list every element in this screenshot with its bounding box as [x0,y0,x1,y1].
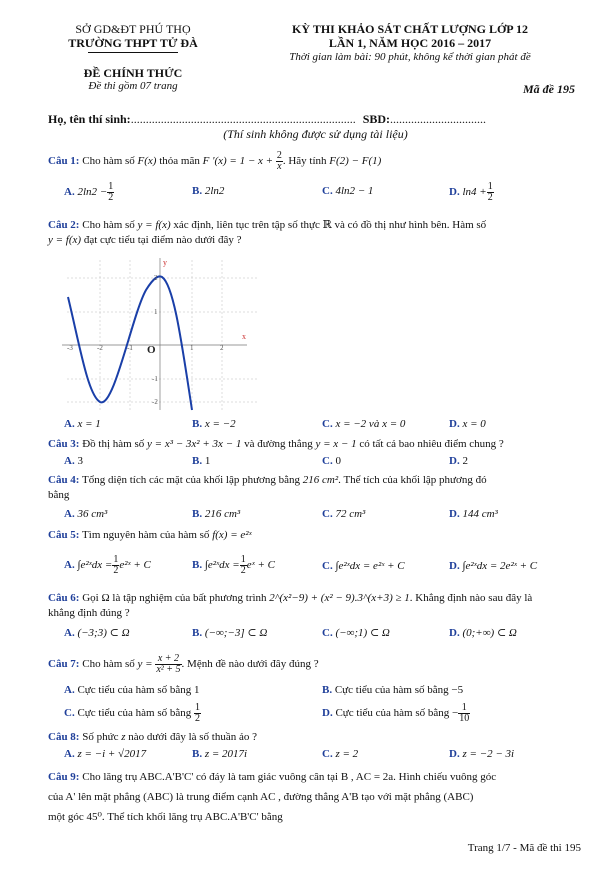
q5-f: f(x) = e²ˣ [212,529,252,541]
q4-option-b[interactable]: B. 216 cm³ [192,508,241,520]
q6-text-a: Gọi Ω là tập nghiệm của bất phương trình [82,592,267,604]
q7-option-a[interactable]: A. Cực tiểu của hàm số bằng 1 [64,684,200,696]
q8-option-c[interactable]: C. z = 2 [322,748,359,760]
exam-round: LẦN 1, NĂM HỌC 2016 – 2017 [328,36,492,50]
sbd-field[interactable]: ................................ [390,112,487,126]
q7-option-d[interactable]: D. Cực tiểu của hàm số bằng − $\frac{1}{10}$ [322,702,470,724]
q6-option-a[interactable]: A. (−3;3) ⊂ Ω [64,627,130,639]
q3-text-b: và đường thẳng [244,438,313,450]
q5-option-a[interactable]: A. ∫e²ˣdx = $\frac{1}{2}$ e²ˣ + C [64,554,151,576]
q8-text-a: Số phức [82,731,119,743]
header-divider [88,52,178,53]
y-tick-1: 2 [154,274,158,282]
q6-option-d[interactable]: D. (0;+∞) ⊂ Ω [449,627,517,639]
q9-line-1: Cho lăng trụ ABC.A'B'C' có đáy là tam giác vuông cân tại B , AC = 2a. Hình chiếu vuông góc [82,771,497,783]
question-1 [48,151,583,172]
q3-text-a: Đồ thị hàm số [82,438,145,450]
q8-label: Câu 8: [48,731,80,743]
q1-ask: F(2) − F(1) [329,155,382,168]
q3-option-c[interactable]: C. 0 [322,455,341,467]
q2-text-c: đạt cực tiểu tại điểm nào dưới đây ? [83,234,242,246]
q2-text-b: xác định, liên tục trên tập số thực ℝ và có đồ thị như hình bên. Hàm số [173,219,487,231]
q6-option-c[interactable]: C. (−∞;1) ⊂ Ω [322,627,390,639]
q3-label: Câu 3: [48,438,80,450]
q7-y: y = [137,658,153,671]
time-note: Thời gian làm bài: 90 phút, không kể thời gian phát đề [289,51,531,63]
q8-text-b: nào dưới đây là số thuần ảo ? [128,731,258,743]
q2-option-d[interactable]: D. x = 0 [449,418,486,430]
q1-option-d[interactable]: D. ln4 + $\frac{1}{2}$ [449,181,493,203]
x-axis-label: x [242,332,246,341]
q1-text-c: . Hãy tính [282,155,327,168]
q1-text-a: Cho hàm số [82,155,135,168]
q3-g: y = x − 1 [315,438,357,450]
q3-option-b[interactable]: B. 1 [192,455,211,467]
q2-option-c[interactable]: C. x = −2 và x = 0 [322,418,406,430]
q5-option-b[interactable]: B. ∫e²ˣdx = $\frac{1}{2}$ eˣ + C [192,554,275,576]
x-tick-5: 2 [220,344,224,352]
y-tick-3: -1 [152,375,158,383]
q9-label: Câu 9: [48,771,80,783]
q7-label: Câu 7: [48,658,80,671]
q3-option-d[interactable]: D. 2 [449,455,468,467]
q6-text-b: . Khẳng định nào sau đây là [409,592,533,604]
x-tick-4: 1 [190,344,194,352]
q1-text-b: thỏa mãn [159,155,200,168]
q3-f: y = x³ − 3x² + 3x − 1 [147,438,242,450]
q6-ineq: 2^(x²−9) + (x² − 9).3^(x+3) ≥ 1 [269,592,410,604]
official-label: ĐỀ CHÍNH THỨC [83,66,183,80]
page-footer: Trang 1/7 - Mã đề thi 195 [467,842,581,854]
y-tick-4: -2 [152,398,158,406]
q5-label: Câu 5: [48,529,80,541]
q1-frac: $\frac{2}{x}$ [276,150,282,172]
q2-fx2: y = f(x) [48,234,82,246]
q6-option-b[interactable]: B. (−∞;−3] ⊂ Ω [192,627,268,639]
q3-text-c: có tất cả bao nhiêu điểm chung ? [359,438,504,450]
q7-option-b[interactable]: B. Cực tiểu của hàm số bằng −5 [322,684,464,696]
q7-frac: $\frac{x + 2}{\text{x² + 5}}$ [156,653,181,675]
question-7 [48,654,583,675]
q8-option-b[interactable]: B. z = 2017i [192,748,248,760]
q2-label: Câu 2: [48,219,80,231]
graph-grid [67,260,257,410]
q4-option-c[interactable]: C. 72 cm³ [322,508,366,520]
q2-option-a[interactable]: A. x = 1 [64,418,101,430]
exam-title: KỲ THI KHẢO SÁT CHẤT LƯỢNG LỚP 12 [292,22,528,36]
q5-text-a: Tìm nguyên hàm của hàm số [82,529,210,541]
x-tick-3: -1 [127,344,133,352]
q4-value: 216 cm² [302,474,339,486]
q3-option-a[interactable]: A. 3 [64,455,83,467]
candidate-note: (Thí sinh không được sử dụng tài liệu) [223,127,408,141]
q4-text-c: bằng [48,489,70,501]
q4-option-d[interactable]: D. 144 cm³ [449,508,498,520]
name-field[interactable]: ........................................................................... [130,112,356,126]
q5-option-c[interactable]: C. ∫e²ˣdx = e²ˣ + C [322,560,405,572]
q1-option-a[interactable]: A. 2ln2 − $\frac{1}{2}$ [64,181,114,203]
q8-z: z [121,731,126,743]
q1-label: Câu 1: [48,155,80,168]
question-5 [48,528,583,543]
q9-line-2: của A' lên mặt phẳng (ABC) là trung điểm cạnh AC , đường thẳng A'B tạo với mặt phẳng (ABC) [48,791,474,803]
q6-label: Câu 6: [48,592,80,604]
exam-code: Mã đề 195 [523,82,575,96]
q8-option-a[interactable]: A. z = −i + √2017 [64,748,147,760]
q9-line-3: một góc 45⁰. Thể tích khối lăng trụ ABC.A'B'C' bằng [48,811,283,823]
q5-option-d[interactable]: D. ∫e²ˣdx = 2e²ˣ + C [449,560,538,572]
q1-option-b[interactable]: B. 2ln2 [192,185,225,197]
q8-option-d[interactable]: D. z = −2 − 3i [449,748,515,760]
q7-option-c[interactable]: C. Cực tiểu của hàm số bằng $\frac{1}{2}$ [64,702,200,724]
q1-fx: F(x) [137,155,157,168]
q2-option-b[interactable]: B. x = −2 [192,418,236,430]
q2-text-a: Cho hàm số [82,219,135,231]
origin-label: O [147,344,156,356]
y-axis-label: y [163,258,167,267]
question-2 [48,218,583,248]
question-9 [48,767,583,827]
question-4 [48,473,583,503]
q4-text-a: Tổng diện tích các mặt của khối lập phương bằng [82,474,301,486]
pages-note: Đề thi gồm 07 trang [88,80,178,92]
q4-option-a[interactable]: A. 36 cm³ [64,508,108,520]
question-8 [48,730,583,745]
candidate-line [48,112,486,127]
q6-text-c: khẳng định đúng ? [48,607,130,619]
question-3 [48,437,583,452]
y-tick-2: 1 [154,308,158,316]
q2-fx: y = f(x) [137,219,171,231]
sbd-label: SBD: [362,112,391,126]
q7-text-a: Cho hàm số [82,658,135,671]
q4-label: Câu 4: [48,474,80,486]
function-graph [62,255,262,415]
q1-option-c[interactable]: C. 4ln2 − 1 [322,185,374,197]
q4-text-b: . Thể tích của khối lập phương đó [338,474,487,486]
q1-cond: F '(x) = 1 − x + [202,155,274,168]
x-tick-1: -3 [67,344,73,352]
school-name: TRƯỜNG THPT TỬ ĐÀ [68,36,198,50]
q7-text-b: . Mệnh đề nào dưới đây đúng ? [181,658,319,671]
name-label: Họ, tên thí sinh: [48,112,131,126]
question-6 [48,591,583,621]
dept-name: SỞ GD&ĐT PHÚ THỌ [75,22,191,36]
x-tick-2: -2 [97,344,103,352]
